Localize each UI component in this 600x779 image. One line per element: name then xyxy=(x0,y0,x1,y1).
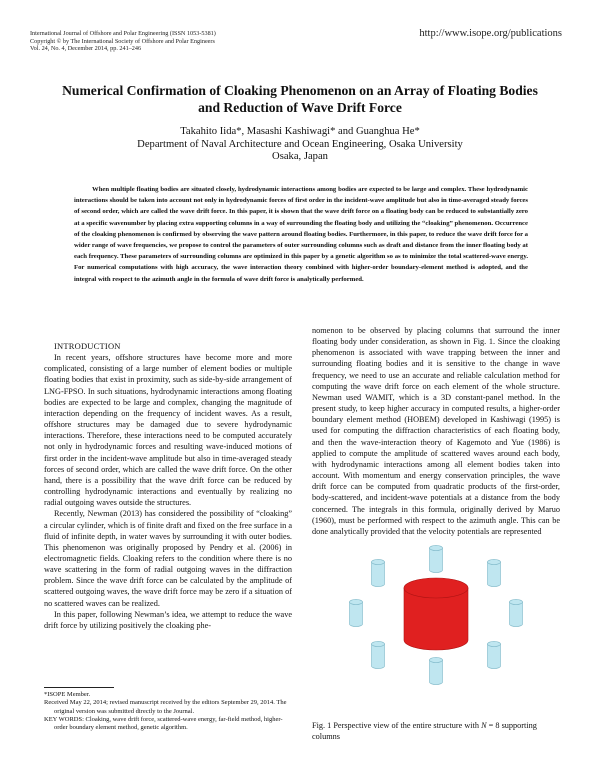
title-line-2: and Reduction of Wave Drift Force xyxy=(198,100,402,115)
central-floating-body xyxy=(404,578,468,650)
title-line-1: Numerical Confirmation of Cloaking Phenomenon on an Array of Floating Bodies xyxy=(62,83,538,98)
footnote-rule xyxy=(44,687,114,688)
abstract: When multiple floating bodies are situated closely, hydrodynamic interactions among bodies are expected to be large and complex. These hydrodynamic interactions should be taken into account not only in hydrodynamic forces of first order in the incident-wave amplitude but also in time-averaged steady forces of second order, which are called the wave drift force. In this paper, it is shown that the wave drift force on a floating body can be reduced to substantially zero at a specific wavenumber by placing extra supporting columns in a way of surrounding the floating body and utilizing the “cloaking” phenomenon. Occurrence of the cloaking phenomenon is confirmed by observing the wave pattern around floating bodies. Furthermore, in this paper, to reduce the wave drift force for a wider range of wave frequencies, we propose to control the parameters of outer surrounding columns such as draft and distance from the inner floating body at each frequency. These parameters of surrounding columns are optimized in this paper by a genetic algorithm so as to minimize the total scattered-wave energy. For numerical computations with high accuracy, the wave interaction theory combined with higher-order boundary-element method is adopted, and the integral with respect to the azimuth angle in the formula of wave drift force is analytically performed. xyxy=(74,186,528,283)
left-column xyxy=(44,341,292,631)
footnote-keywords: KEY WORDS: Cloaking, wave drift force, scattered-wave energy, far-field method, higher-order boundary element method, genetic algorithm. xyxy=(44,715,283,732)
figure-1-caption xyxy=(312,720,560,742)
right-column xyxy=(312,325,560,537)
intro-paragraph: Recently, Newman (2013) has considered the possibility of “cloaking” a circular cylinder, which is of finite draft and fixed on the free surface in a fluid of infinite depth, in water waves by surrounding it with outer bodies. This phenomenon was originally proposed by Pendry et al. (2006) in electromagnetic fields. Cloaking refers to the condition where there is no wave scattering in the form of radial outgoing waves in the diffraction problem. Since the wave drift force can be calculated by the amplitude of scattered outgoing waves, the wave drift force may be zero if a situation of no scattered waves can be realized. xyxy=(44,509,292,608)
surrounding-column xyxy=(488,641,501,668)
paper-title xyxy=(30,82,570,116)
intro-paragraph: In this paper, following Newman’s idea, we attempt to reduce the wave drift force by utilizing positively the cloaking phe- xyxy=(44,609,292,630)
surrounding-column xyxy=(372,641,385,668)
caption-suffix: supporting columns xyxy=(312,721,537,742)
surrounding-column xyxy=(430,545,443,572)
intro-paragraph-continued: nomenon to be observed by placing columns that surround the inner floating body under consideration, as shown in Fig. 1. Since the cloaking phenomenon is associated with wave trapping between the inner and surrounding floating bodies and it is sensitive to the change in wave frequency, we need to use an accurate and reliable calculation method for computing the wave drift force on each element of the whole structure. Newman used WAMIT, which is a 3D constant-panel method. In the present study, to keep higher accuracy in computed results, a higher-order boundary element method (HOBEM) developed in Kashiwagi (1995) is used for computing the diffraction characteristics of each floating body, and then the wave-interaction theory of Kagemoto and Yue (1986) is applied to compute the amplitude of scattered waves around each body, with hydrodynamic interactions among all element bodies taken into account. With momentum and energy conservation principles, the wave drift force can be computed from quadratic products of the first-order, body-scattered, and incident-wave potentials at a distance from the body concerned. The integrals in this formula, originally derived by Maruo (1960), must be performed with respect to the azimuth angle. This can be done analytically provided that the velocity potentials are represented xyxy=(312,326,560,536)
publications-link[interactable]: http://www.isope.org/publications xyxy=(419,28,562,39)
structure-perspective-drawing xyxy=(312,540,560,715)
footnote-member: *ISOPE Member. xyxy=(44,691,91,698)
author-affiliation: Department of Naval Architecture and Ocean Engineering, Osaka University xyxy=(137,138,463,150)
author-location: Osaka, Japan xyxy=(272,151,328,163)
caption-prefix: Fig. 1 Perspective view of the entire structure with xyxy=(312,721,482,730)
surrounding-column xyxy=(430,657,443,684)
caption-variable: N xyxy=(481,721,487,730)
surrounding-column xyxy=(488,559,501,586)
footnotes xyxy=(44,687,292,732)
figure-1 xyxy=(312,540,560,715)
surrounding-column xyxy=(350,599,363,626)
author-block xyxy=(30,126,570,164)
author-names: Takahito Iida*, Masashi Kashiwagi* and Guanghua He* xyxy=(180,126,420,137)
volume-line: Vol. 24, No. 4, December 2014, pp. 241–246 xyxy=(30,45,142,53)
section-heading-introduction: INTRODUCTION xyxy=(54,341,121,351)
caption-equals: = 8 xyxy=(486,721,502,730)
journal-name: International Journal of Offshore and Polar Engineering (ISSN 1053-5381) xyxy=(30,30,216,37)
footnote-received: Received May 22, 2014; revised manuscript received by the editors September 29, 2014. The original version was submitted directly to the Journal. xyxy=(44,699,287,715)
surrounding-column xyxy=(510,599,523,626)
journal-header xyxy=(30,30,216,53)
surrounding-column xyxy=(372,559,385,586)
copyright-line: Copyright © by The International Society of Offshore and Polar Engineers xyxy=(30,37,215,45)
intro-paragraph: In recent years, offshore structures have become more and more complicated, consisting of a large number of element bodies or multiple floating bodies that exist in proximity, such as side-by-side arrangement of LNG-FPSO. In such situations, hydrodynamic interactions among floating bodies are expected to be large and complex, changing the magnitude of interaction depending on the frequency of incident waves. As a result, offshore structures may be damaged due to severe hydrodynamic interactions. Therefore, these interactions need to be computed accurately not only in hydrodynamic forces and resulting wave-induced motions of first order in the incident-wave amplitude but also in time-averaged steady forces of second order, which are called the wave drift force. On the other hand, there is a possibility that the wave drift force can be reduced by controlling hydrodynamic interactions and eventually by realizing no radial outgoing waves outside the structures. xyxy=(44,353,292,508)
